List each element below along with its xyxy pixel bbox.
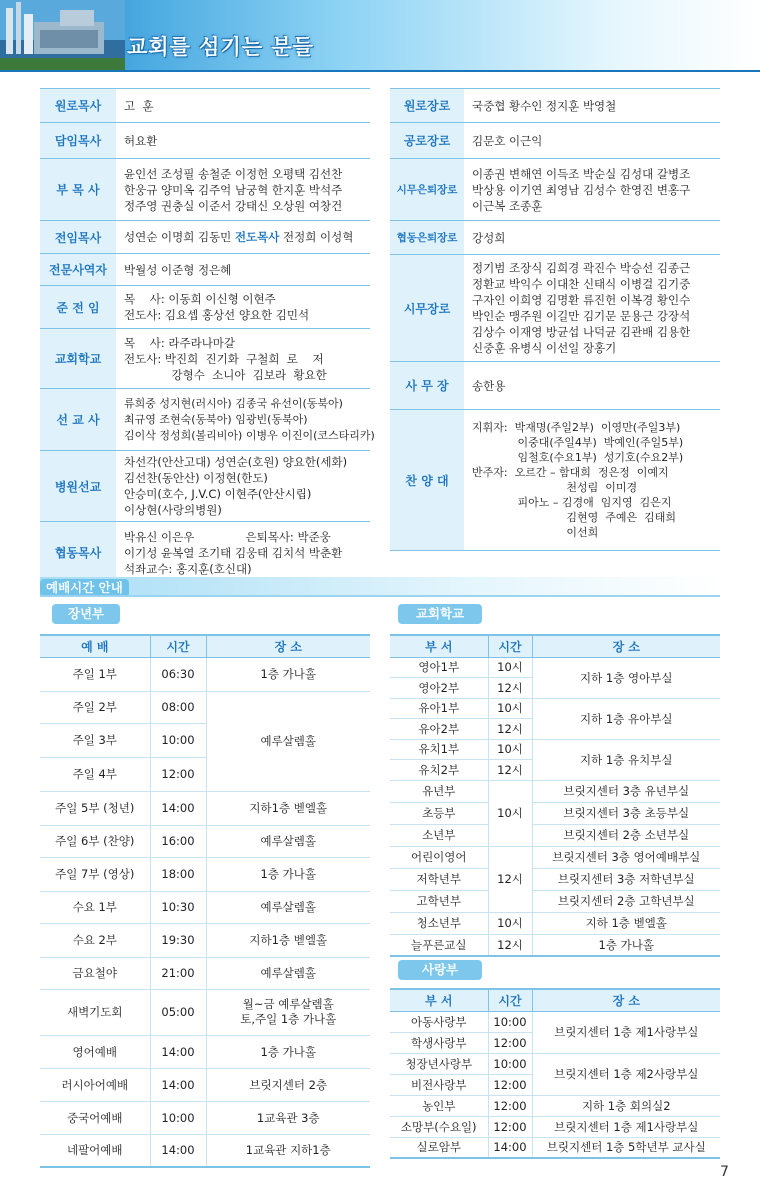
worship-section-title: 예배시간 안내 [40,579,129,597]
dept-place: 브릿지센터 3층 초등부실 [532,802,720,824]
dept-name: 유년부 [390,780,488,802]
staff-row [390,362,720,410]
table-row [40,691,370,723]
service-place: 지하1층 벧엘홀 [206,791,370,825]
table-row [390,912,720,934]
service-place: 지하1층 벧엘홀 [206,923,370,957]
dept-name: 영아2부 [390,677,488,698]
staff-value: 목 사: 이동희 이신형 이현주 전도사: 김요셉 홍상선 양요한 김민석 [116,286,370,329]
service-name: 수요 1부 [40,891,150,923]
staff-row [390,89,720,123]
dept-time: 12:00 [488,1032,532,1053]
service-name: 금요철야 [40,957,150,989]
staff-label: 협동목사 [40,522,116,584]
dept-name: 농인부 [390,1095,488,1116]
service-place: 1교육관 3층 [206,1101,370,1134]
staff-label: 선 교 사 [40,389,116,451]
dept-time: 12시 [488,934,532,956]
page-number: 7 [720,1164,729,1180]
love-section-tag: 사랑부 [398,960,482,980]
page-header [0,0,760,72]
dept-name: 초등부 [390,802,488,824]
table-header-row [390,635,720,657]
staff-label: 사 무 장 [390,362,464,410]
service-name: 주일 3부 [40,723,150,757]
service-time: 19:30 [150,923,206,957]
dept-name: 소망부(수요일) [390,1116,488,1137]
dept-time: 10:00 [488,1011,532,1032]
staff-label: 부 목 사 [40,159,116,221]
staff-label: 시무장로 [390,255,464,362]
table-row [40,957,370,989]
table-row [40,1035,370,1068]
dept-time: 14:00 [488,1137,532,1158]
table-row [390,824,720,846]
table-row [40,989,370,1035]
service-name: 주일 4부 [40,757,150,791]
staff-row [390,159,720,221]
table-row [40,791,370,825]
table-row [390,739,720,759]
service-name: 주일 1부 [40,657,150,691]
staff-label: 담임목사 [40,123,116,159]
staff-row [390,123,720,159]
service-name: 주일 7부 (영상) [40,857,150,891]
table-row [390,890,720,912]
staff-row [40,522,370,584]
staff-label: 전문사역자 [40,254,116,286]
dept-name: 청장년사랑부 [390,1053,488,1074]
service-time: 10:00 [150,723,206,757]
dept-place: 브릿지센터 1층 5학년부 교사실 [532,1137,720,1158]
service-name: 주일 6부 (찬양) [40,825,150,857]
staff-label: 시무은퇴장로 [390,159,464,221]
table-row [390,780,720,802]
service-name: 주일 2부 [40,691,150,723]
dept-place: 브릿지센터 1층 제1사랑부실 [532,1116,720,1137]
staff-value: 국중협 황수인 정지훈 박영철 [464,89,720,123]
staff-row [40,254,370,286]
staff-label: 협동은퇴장로 [390,221,464,255]
dept-name: 실로암부 [390,1137,488,1158]
column-header: 부 서 [390,989,488,1011]
service-place: 월~금 예루살렘홀 토,주일 1층 가나홀 [206,989,370,1035]
page-title: 교회를 섬기는 분들 [127,35,314,59]
staff-row [390,410,720,551]
staff-value: 박유신 이은우 은퇴목사: 박준웅 이기성 윤복열 조기태 김웅태 김치석 박춘환 석좌교수: 홍지훈(호신대) [116,522,370,584]
staff-value: 지휘자: 박재명(주일2부) 이영만(주일3부) 이중대(주일4부) 박예인(주일5부) 임철호(수요1부) 성기호(수요2부) 반주자: 오르간 – 함대희 정은정 이예지 천성림 이미경 피아노 – 김경애 임지영 김은지 김현영 주예은 김태희 이선희 [464,410,720,551]
dept-place: 지하 1층 회의실2 [532,1095,720,1116]
staff-value: 이종권 변해연 이득조 박순실 김성대 갈병조 박상용 이기연 최영남 김성수 한영진 변홍구 이근복 조종훈 [464,159,720,221]
staff-row [40,389,370,451]
dept-time: 12시 [488,677,532,698]
dept-time: 12시 [488,759,532,780]
adult-schedule-table [40,634,370,1168]
service-time: 18:00 [150,857,206,891]
dept-place: 1층 가나홀 [532,934,720,956]
dept-name: 유치1부 [390,739,488,759]
worship-section-bar [40,577,720,595]
dept-time: 10시 [488,739,532,759]
service-time: 05:00 [150,989,206,1035]
staff-row [40,451,370,522]
staff-row [390,255,720,362]
column-header: 장 소 [206,635,370,657]
dept-place: 지하 1층 영아부실 [532,657,720,698]
service-time: 14:00 [150,1035,206,1068]
table-row [390,934,720,956]
service-place: 브릿지센터 2층 [206,1068,370,1101]
staff-row [40,221,370,254]
column-header: 시간 [488,989,532,1011]
staff-label: 원로장로 [390,89,464,123]
staff-row [40,286,370,329]
column-header: 예 배 [40,635,150,657]
school-section-tag: 교회학교 [398,604,482,624]
service-place: 예루살렘홀 [206,957,370,989]
dept-place: 브릿지센터 2층 소년부실 [532,824,720,846]
dept-time: 10:00 [488,1053,532,1074]
staff-label: 공로장로 [390,123,464,159]
service-time: 08:00 [150,691,206,723]
section-divider [40,595,720,597]
dept-name: 유아1부 [390,698,488,718]
staff-value: 고 훈 [116,89,370,123]
service-place: 1층 가나홀 [206,657,370,691]
service-name: 네팔어예배 [40,1134,150,1167]
service-place: 1교육관 지하1층 [206,1134,370,1167]
table-row [390,868,720,890]
service-time: 14:00 [150,1134,206,1167]
staff-value: 박월성 이준형 정은혜 [116,254,370,286]
staff-row [40,329,370,389]
table-header-row [40,635,370,657]
dept-name: 청소년부 [390,912,488,934]
column-header: 장 소 [532,989,720,1011]
staff-value: 강성희 [464,221,720,255]
dept-time: 12시 [488,846,532,912]
table-row [390,657,720,677]
dept-place: 브릿지센터 3층 유년부실 [532,780,720,802]
staff-value-text: 성연순 이명희 김동민 [124,230,235,244]
table-header-row [390,989,720,1011]
staff-row [40,159,370,221]
service-time: 16:00 [150,825,206,857]
service-name: 새벽기도회 [40,989,150,1035]
column-header: 시간 [488,635,532,657]
love-schedule-table [390,988,720,1159]
dept-place: 브릿지센터 3층 영어예배부실 [532,846,720,868]
dept-name: 저학년부 [390,868,488,890]
dept-time: 12:00 [488,1095,532,1116]
church-building-image [0,0,125,72]
dept-name: 영아1부 [390,657,488,677]
dept-name: 유치2부 [390,759,488,780]
dept-time: 10시 [488,780,532,846]
dept-name: 아동사랑부 [390,1011,488,1032]
service-time: 14:00 [150,791,206,825]
service-name: 중국어예배 [40,1101,150,1134]
staff-value: 김문호 이근익 [464,123,720,159]
staff-row [390,221,720,255]
dept-place: 브릿지센터 1층 제1사랑부실 [532,1011,720,1053]
table-row [390,1095,720,1116]
staff-value: 허요환 [116,123,370,159]
staff-value: 차선각(안산고대) 성연순(호원) 양요한(세화) 김선찬(동안산) 이정현(한도) 안승미(호수, J.V.C) 이현주(안산시립) 이상현(사랑의병원) [116,451,370,522]
table-row [40,825,370,857]
column-header: 장 소 [532,635,720,657]
table-row [40,923,370,957]
dept-place: 브릿지센터 1층 제2사랑부실 [532,1053,720,1095]
service-place: 1층 가나홀 [206,857,370,891]
dept-name: 비전사랑부 [390,1074,488,1095]
staff-value [116,221,370,254]
service-time: 14:00 [150,1068,206,1101]
dept-time: 10시 [488,912,532,934]
staff-label: 전임목사 [40,221,116,254]
dept-name: 늘푸른교실 [390,934,488,956]
staff-value: 정기범 조장식 김희경 곽진수 박승선 김종근 정환교 박익수 이대찬 신태식 이병걸 김기중 구자인 이희영 김명환 류진헌 이복경 황인수 박인순 맹주원 이길만 김기문 문용근 강장석 김상수 이재영 방균섭 나덕균 김관배 김용한 신중훈 유병식 이선일 장홍기 [464,255,720,362]
service-place: 예루살렘홀 [206,825,370,857]
dept-place: 브릿지센터 3층 저학년부실 [532,868,720,890]
service-time: 21:00 [150,957,206,989]
staff-row [40,123,370,159]
highlight-label: 전도목사 [234,230,280,244]
staff-label: 병원선교 [40,451,116,522]
staff-label: 찬 양 대 [390,410,464,551]
service-name: 러시아어예배 [40,1068,150,1101]
table-row [40,857,370,891]
dept-time: 10시 [488,657,532,677]
dept-place: 브릿지센터 2층 고학년부실 [532,890,720,912]
column-header: 부 서 [390,635,488,657]
service-time: 10:30 [150,891,206,923]
table-row [40,1068,370,1101]
table-row [40,1101,370,1134]
service-name: 영어예배 [40,1035,150,1068]
column-header: 시간 [150,635,206,657]
service-place: 1층 가나홀 [206,1035,370,1068]
service-time: 12:00 [150,757,206,791]
table-row [390,698,720,718]
table-row [390,1137,720,1158]
table-row [390,1011,720,1032]
table-row [390,802,720,824]
dept-place: 지하 1층 유아부실 [532,698,720,739]
dept-place: 지하 1층 벧엘홀 [532,912,720,934]
service-place: 예루살렘홀 [206,691,370,791]
header-rule [0,70,760,72]
dept-name: 어린이영어 [390,846,488,868]
table-row [40,1134,370,1167]
table-row [390,1116,720,1137]
staff-value: 윤인선 조성필 송철준 이정헌 오평택 김선찬 한웅규 양미옥 김주억 남궁혁 한지훈 박석주 정주영 권충실 이준서 강태신 오상원 여창건 [116,159,370,221]
service-name: 주일 5부 (청년) [40,791,150,825]
table-row [390,1053,720,1074]
dept-name: 유아2부 [390,718,488,739]
dept-name: 학생사랑부 [390,1032,488,1053]
staff-row [40,89,370,123]
table-row [390,846,720,868]
staff-label: 교회학교 [40,329,116,389]
dept-time: 12시 [488,718,532,739]
staff-label: 원로목사 [40,89,116,123]
dept-place: 지하 1층 유치부실 [532,739,720,780]
dept-time: 10시 [488,698,532,718]
adult-section-tag: 장년부 [52,604,120,624]
service-name: 수요 2부 [40,923,150,957]
service-time: 06:30 [150,657,206,691]
dept-name: 고학년부 [390,890,488,912]
staff-value: 목 사: 라주라나마갈 전도사: 박진희 진기화 구철희 로 저 강형수 소니아 김보라 황요한 [116,329,370,389]
staff-label: 준 전 임 [40,286,116,329]
service-time: 10:00 [150,1101,206,1134]
left-staff-table [40,88,375,584]
school-schedule-table [390,634,720,957]
dept-time: 12:00 [488,1074,532,1095]
dept-time: 12:00 [488,1116,532,1137]
service-place: 예루살렘홀 [206,891,370,923]
table-row [40,657,370,691]
staff-value: 송한용 [464,362,720,410]
dept-name: 소년부 [390,824,488,846]
staff-value-text: 전정희 이성혁 [279,230,354,244]
right-staff-table [390,88,720,551]
table-row [40,891,370,923]
staff-value: 류희중 성지현(러시아) 김종국 유선이(동북아) 최규영 조현숙(동북아) 임광빈(동북아) 김이삭 정성희(볼리비아) 이병우 이진이(코스타리카) [116,389,370,451]
